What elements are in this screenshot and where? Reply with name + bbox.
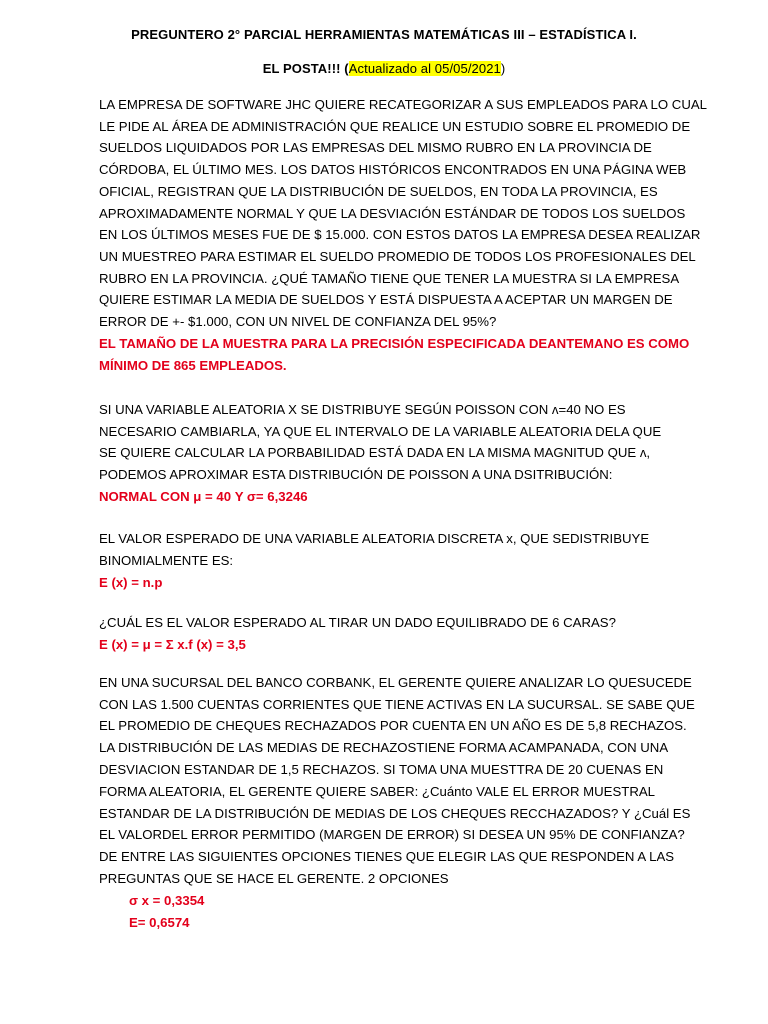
- q2-text-line: SE QUIERE CALCULAR LA PORBABILIDAD ESTÁ DADA EN LA MISMA MAGNITUD QUE ʌ,: [99, 445, 651, 460]
- q1-text-line: UN MUESTREO PARA ESTIMAR EL SUELDO PROMEDIO DE TODOS LOS PROFESIONALES DEL: [99, 249, 696, 264]
- q5-text-line: EN UNA SUCURSAL DEL BANCO CORBANK, EL GERENTE QUIERE ANALIZAR LO QUESUCEDE: [99, 675, 692, 690]
- q4-text-line: ¿CUÁL ES EL VALOR ESPERADO AL TIRAR UN DADO EQUILIBRADO DE 6 CARAS?: [99, 615, 616, 630]
- q4-answer: E (x) = μ = Σ x.f (x) = 3,5: [99, 637, 246, 652]
- q1-text-line: EN LOS ÚLTIMOS MESES FUE DE $ 15.000. CON ESTOS DATOS LA EMPRESA DESEA REALIZAR: [99, 227, 701, 242]
- q3-text-line: EL VALOR ESPERADO DE UNA VARIABLE ALEATORIA DISCRETA x, QUE SEDISTRIBUYE: [99, 531, 650, 546]
- q5-answer-option: σ x = 0,3354: [129, 893, 205, 908]
- q5-text-line: LA DISTRIBUCIÓN DE LAS MEDIAS DE RECHAZOSTIENE FORMA ACAMPANADA, CON UNA: [99, 740, 669, 755]
- subtitle-prefix: EL POSTA!!! (: [262, 61, 349, 76]
- q2-answer: NORMAL CON μ = 40 Y σ= 6,3246: [99, 489, 308, 504]
- q1-text-line: RUBRO EN LA PROVINCIA. ¿QUÉ TAMAÑO TIENE QUE TENER LA MUESTRA SI LA EMPRESA: [99, 271, 680, 286]
- q5-answer-option: E= 0,6574: [129, 915, 190, 930]
- q1-answer-line: MÍNIMO DE 865 EMPLEADOS.: [99, 358, 287, 373]
- q5-text-line: EL VALORDEL ERROR PERMITIDO (MARGEN DE ERROR) SI DESEA UN 95% DE CONFIANZA?: [99, 827, 685, 842]
- q2-text-line: NECESARIO CAMBIARLA, YA QUE EL INTERVALO DE LA VARIABLE ALEATORIA DELA QUE: [99, 424, 662, 439]
- q5-text-line: EL PROMEDIO DE CHEQUES RECHAZADOS POR CUENTA EN UN AÑO ES DE 5,8 RECHAZOS.: [99, 718, 687, 733]
- q5-text-line: PREGUNTAS QUE SE HACE EL GERENTE. 2 OPCIONES: [99, 871, 449, 886]
- q3-answer: E (x) = n.p: [99, 575, 163, 590]
- q2-text-line: PODEMOS APROXIMAR ESTA DISTRIBUCIÓN DE POISSON A UNA DSITRIBUCIÓN:: [99, 467, 613, 482]
- q5-text-line: DESVIACION ESTANDAR DE 1,5 RECHAZOS. SI TOMA UNA MUESTTRA DE 20 CUENAS EN: [99, 762, 664, 777]
- q1-text-line: QUIERE ESTIMAR LA MEDIA DE SUELDOS Y ESTÁ DISPUESTA A ACEPTAR UN MARGEN DE: [99, 292, 673, 307]
- q5-text-line: ESTANDAR DE LA DISTRIBUCIÓN DE MEDIAS DE LOS CHEQUES RECCHAZADOS? Y ¿Cuál ES: [99, 806, 691, 821]
- q5-text-line: DE ENTRE LAS SIGUIENTES OPCIONES TIENES QUE ELEGIR LAS QUE RESPONDEN A LAS: [99, 849, 675, 864]
- q5-text-line: FORMA ALEATORIA, EL GERENTE QUIERE SABER: ¿Cuánto VALE EL ERROR MUESTRAL: [99, 784, 655, 799]
- q2-text-line: SI UNA VARIABLE ALEATORIA X SE DISTRIBUYE SEGÚN POISSON CON ʌ=40 NO ES: [99, 402, 626, 417]
- q1-text-line: APROXIMADAMENTE NORMAL Y QUE LA DESVIACIÓN ESTÁNDAR DE TODOS LOS SUELDOS: [99, 206, 686, 221]
- q1-text-line: SUELDOS LIQUIDADOS POR LAS EMPRESAS DEL MISMO RUBRO EN LA PROVINCIA DE: [99, 140, 652, 155]
- q1-text-line: LE PIDE AL ÁREA DE ADMINISTRACIÓN QUE REALICE UN ESTUDIO SOBRE EL PROMEDIO DE: [99, 119, 691, 134]
- q1-answer-line: EL TAMAÑO DE LA MUESTRA PARA LA PRECISIÓN ESPECIFICADA DEANTEMANO ES COMO: [99, 336, 690, 351]
- q1-text-line: CÓRDOBA, EL ÚLTIMO MES. LOS DATOS HISTÓRICOS ENCONTRADOS EN UNA PÁGINA WEB: [99, 162, 687, 177]
- subtitle-suffix: ): [500, 61, 506, 76]
- update-date-highlight: Actualizado al 05/05/2021: [348, 61, 501, 76]
- q1-text-line: ERROR DE +- $1.000, CON UN NIVEL DE CONFIANZA DEL 95%?: [99, 314, 497, 329]
- q3-text-line: BINOMIALMENTE ES:: [99, 553, 234, 568]
- q1-text-line: OFICIAL, REGISTRAN QUE LA DISTRIBUCIÓN DE SUELDOS, EN TODA LA PROVINCIA, ES: [99, 184, 658, 199]
- q1-text-line: LA EMPRESA DE SOFTWARE JHC QUIERE RECATEGORIZAR A SUS EMPLEADOS PARA LO CUAL: [99, 97, 707, 112]
- q5-text-line: CON LAS 1.500 CUENTAS CORRIENTES QUE TIENE ACTIVAS EN LA SUCURSAL. SE SABE QUE: [99, 697, 695, 712]
- page-title: PREGUNTERO 2° PARCIAL HERRAMIENTAS MATEMÁTICAS III – ESTADÍSTICA I.: [131, 27, 637, 42]
- page-subtitle: [0, 61, 768, 76]
